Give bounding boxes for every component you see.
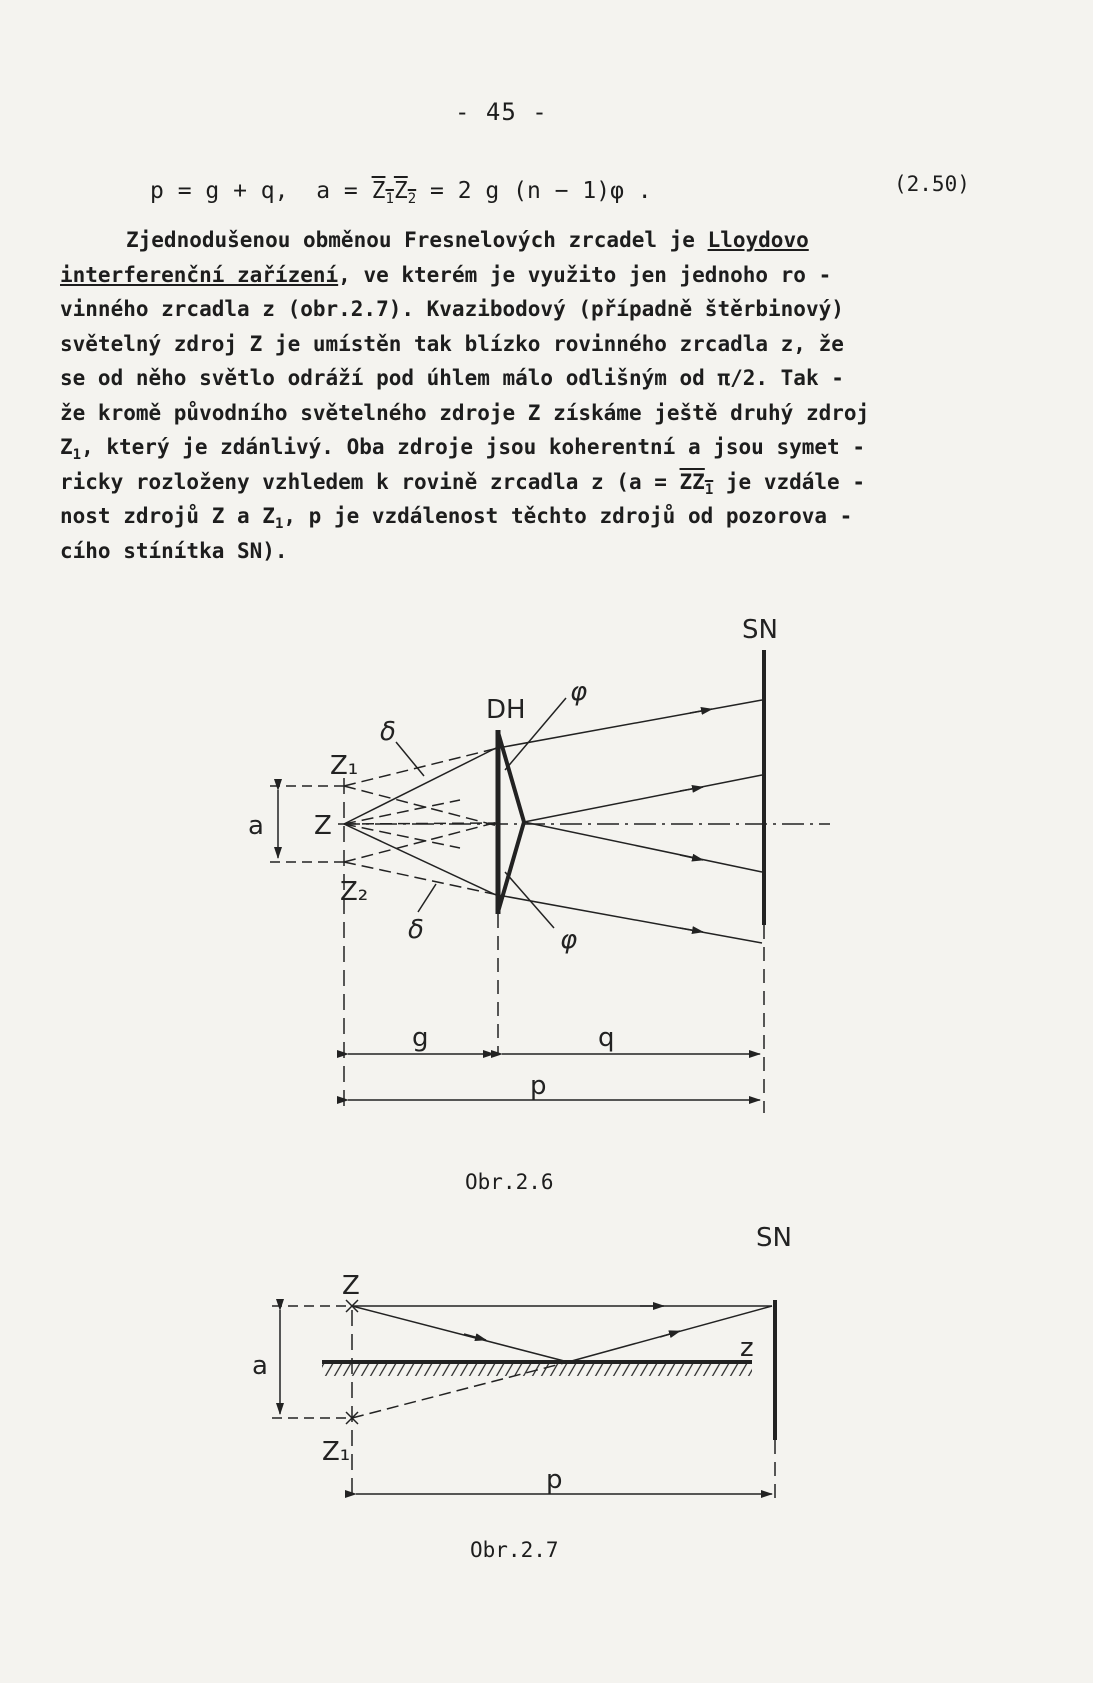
para-line-1-text: Zjednodušenou obměnou Fresnelových zrcadel je: [126, 228, 708, 252]
para-line-9-text: nost zdrojů Z a Z: [60, 504, 275, 528]
label-z: Z: [314, 811, 332, 841]
para-line-7-z: Z: [60, 435, 73, 459]
para-line-7-sub: 1: [72, 447, 82, 463]
arrowhead-ray-2: [680, 787, 703, 791]
equation-z2-sub: 2: [407, 191, 417, 207]
figure-2-6: [0, 600, 1093, 1140]
para-line-4: světelný zdroj Z je umístěn tak blízko rovinného zrcadla z, že: [60, 331, 844, 356]
label-phi-top: φ: [570, 677, 588, 707]
para-line-9-sub: 1: [274, 516, 284, 532]
para-line-6: že kromě původního světelného zdroje Z získáme ještě druhý zdroj: [60, 400, 870, 425]
equation-period: .: [637, 178, 652, 204]
label-z1: Z₁: [330, 751, 359, 781]
equation-z2: Z: [393, 178, 408, 204]
para-line-7-text: , který je zdánlivý. Oba zdroje jsou koherentní a jsou symet -: [81, 435, 865, 459]
caption-figure-2-6: Obr.2.6: [465, 1170, 554, 1194]
equation-z1: Z: [371, 178, 386, 204]
equation-rest: = 2 g (n − 1): [430, 178, 611, 204]
lloyd-label-p: p: [546, 1465, 563, 1495]
para-line-5: se od něho světlo odráží pod úhlem málo odlišným od π/2. Tak -: [60, 366, 844, 390]
equation-number: (2.50): [894, 172, 970, 196]
biprism-dh: [498, 732, 524, 912]
para-line-8-sub: 1: [704, 481, 714, 498]
label-g: g: [412, 1023, 429, 1053]
label-delta-top: δ: [380, 717, 396, 747]
equation-z1-sub: 1: [385, 191, 394, 207]
ray-z-to-prism-apex: [344, 823, 498, 824]
label-dh: DH: [486, 695, 526, 725]
para-line-2-text: , ve kterém je využito jen jednoho ro -: [338, 262, 832, 287]
lloyd-label-a: a: [252, 1351, 268, 1381]
body-paragraph: [60, 223, 1020, 568]
para-line-10: cího stínítka SN).: [60, 538, 288, 563]
para-line-8-zz: ZZ: [679, 469, 705, 494]
arrowhead-ray-4: [680, 928, 703, 932]
virtual-ray-z1: [344, 748, 498, 786]
para-line-8-text: ricky rozloženy vzhledem k rovině zrcadla z (a =: [60, 469, 680, 494]
virtual-ray-z2-up: [344, 822, 498, 862]
term-lloydovo: Lloydovo: [707, 228, 809, 252]
label-a: a: [248, 811, 264, 841]
mirror-hatching: [322, 1362, 752, 1376]
caption-figure-2-7: Obr.2.7: [470, 1538, 559, 1562]
virtual-ray-z1-down: [344, 786, 498, 826]
lloyd-label-sn: SN: [756, 1223, 792, 1253]
lloyd-label-mirror-z: z: [740, 1333, 754, 1363]
equation-phi: φ: [610, 178, 624, 204]
label-sn: SN: [742, 615, 778, 645]
label-q: q: [598, 1023, 615, 1053]
equation-a: a =: [316, 178, 358, 204]
delta-leader-top: [396, 742, 424, 776]
arrowhead-ray-3: [680, 855, 703, 860]
term-interferencni-zarizeni: interferenční zařízení: [60, 262, 339, 287]
para-line-1: [60, 223, 1020, 258]
para-line-8: [60, 465, 1020, 500]
equation-p: p = g + q,: [150, 178, 289, 204]
arrowhead-reflected: [660, 1331, 680, 1337]
para-line-3: vinného zrcadla z (obr.2.7). Kvazibodový (případně štěrbinový): [60, 297, 844, 321]
para-line-8-end: je vzdále -: [713, 469, 865, 494]
para-line-9: [60, 499, 1020, 534]
out-ray-2: [524, 775, 762, 822]
delta-leader-bottom: [418, 884, 436, 912]
equation-z1z2: [371, 178, 417, 207]
para-line-8-zz1: [679, 469, 714, 498]
lloyd-label-z1: Z₁: [322, 1437, 351, 1467]
phi-normal-bottom: [505, 872, 554, 928]
label-phi-bottom: φ: [560, 925, 578, 955]
para-line-9-end: , p je vzdálenost těchto zdrojů od pozorova -: [283, 504, 853, 528]
label-delta-bottom: δ: [408, 915, 424, 945]
arrowhead-incident: [464, 1334, 486, 1340]
lloyd-label-z: Z: [342, 1271, 360, 1301]
page-number: - 45 -: [455, 98, 548, 126]
out-ray-1: [498, 700, 762, 748]
label-p: p: [530, 1071, 547, 1101]
out-ray-4: [498, 895, 762, 943]
out-ray-3: [524, 822, 762, 872]
incident-ray: [352, 1306, 568, 1362]
para-line-7: [60, 430, 1020, 465]
equation-body: [150, 178, 652, 207]
arrowhead-ray-1: [690, 709, 712, 713]
label-z2: Z₂: [340, 877, 369, 907]
ray-z-to-prism-top: [344, 748, 496, 824]
equation-2-50: [150, 170, 970, 220]
para-line-2: [60, 258, 1020, 293]
